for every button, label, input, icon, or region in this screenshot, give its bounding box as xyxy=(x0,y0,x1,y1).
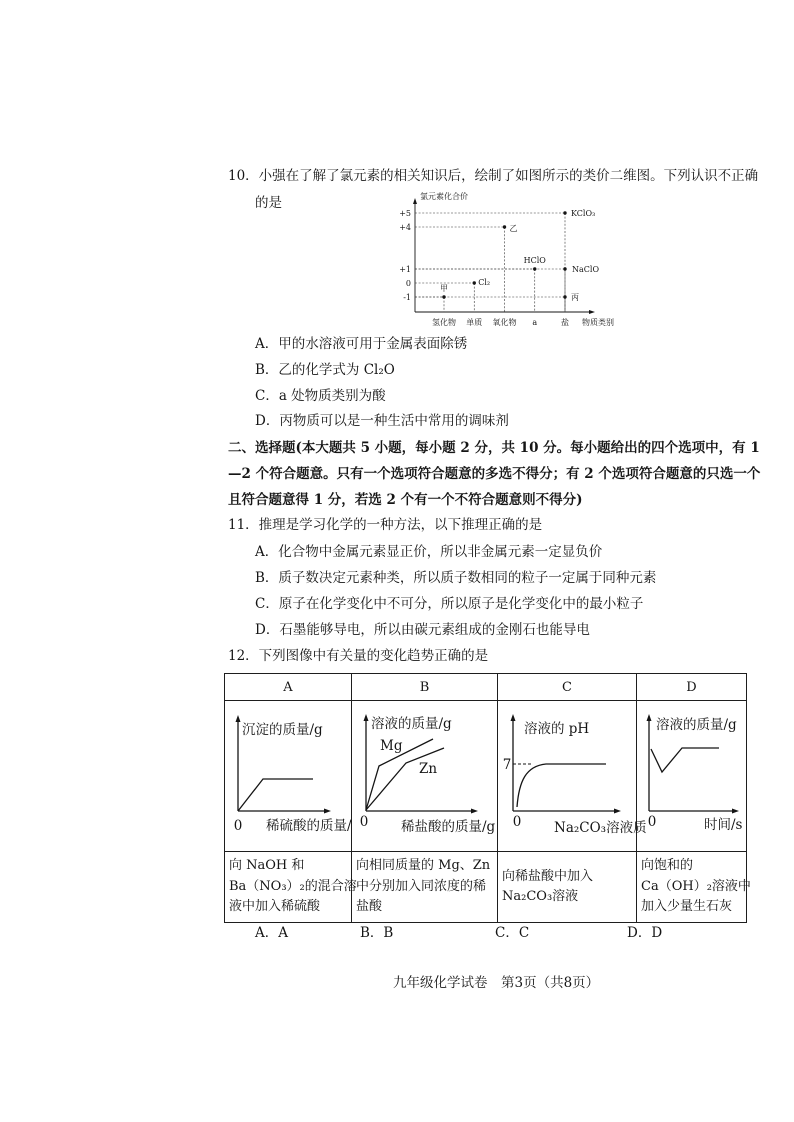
x-axis-arrow xyxy=(471,809,478,814)
trend-curve xyxy=(238,779,313,811)
graph-cell-d xyxy=(637,701,747,852)
question12-option-c: C．C xyxy=(495,925,530,941)
category-label: a xyxy=(532,318,538,327)
description-cell-d xyxy=(637,852,751,923)
graph-cell-b xyxy=(352,701,498,852)
y-tick-label: -1 xyxy=(403,293,411,302)
question12-option-b: B．B xyxy=(360,925,394,941)
x-axis-arrow xyxy=(324,809,331,814)
graph-b xyxy=(352,701,497,851)
y-axis-label: 溶液的 pH xyxy=(524,721,590,737)
y-axis-arrow xyxy=(364,714,369,721)
description-line: 中分别加入同浓度的稀 xyxy=(356,878,487,894)
graph-d xyxy=(637,701,746,851)
data-point xyxy=(442,295,445,298)
y-axis-label: 溶液的质量/g xyxy=(656,717,737,733)
origin-label: 0 xyxy=(233,818,243,834)
data-point xyxy=(563,211,566,214)
series-label-zn: Zn xyxy=(419,761,438,777)
question11-option-c: C．原子在化学变化中不可分，所以原子是化学变化中的最小粒子 xyxy=(255,596,644,612)
x-axis-label: 稀盐酸的质量/g xyxy=(401,819,496,835)
origin-label: 0 xyxy=(647,814,657,830)
description-line: 向 NaOH 和 xyxy=(229,858,305,874)
data-point xyxy=(473,281,476,284)
question10-option-c: C．a 处物质类别为酸 xyxy=(255,388,386,404)
y-axis-label: 溶液的质量/g xyxy=(371,716,452,732)
question10-option-d: D．丙物质可以是一种生活中常用的调味剂 xyxy=(255,413,509,429)
question10-stem-line1: 10．小强在了解了氯元素的相关知识后，绘制了如图所示的类价二维图。下列认识不正确 xyxy=(228,168,759,184)
description-line: Ca（OH）₂溶液中 xyxy=(641,878,751,894)
point-label: 甲 xyxy=(440,284,448,293)
point-label: Cl₂ xyxy=(478,278,491,287)
description-line: 向稀盐酸中加入 xyxy=(502,868,594,884)
ph-7-label: 7 xyxy=(502,757,512,773)
page-footer: 九年级化学试卷 第3页（共8页） xyxy=(393,975,600,991)
y-tick-label: +1 xyxy=(399,265,411,274)
description-line: 向相同质量的 Mg、Zn xyxy=(356,858,491,874)
question10-option-b: B．乙的化学式为 Cl₂O xyxy=(255,362,395,378)
x-axis-arrow xyxy=(732,809,739,814)
table-header-d: D xyxy=(637,674,747,701)
trend-curve xyxy=(651,748,719,772)
y-axis-label: 沉淀的质量/g xyxy=(242,722,323,738)
point-label: NaClO xyxy=(572,265,600,274)
point-label: 丙 xyxy=(571,293,579,302)
data-point xyxy=(563,295,566,298)
x-axis-label: 物质类别 xyxy=(582,318,614,327)
x-axis-arrow xyxy=(589,310,595,314)
y-axis-arrow xyxy=(413,198,417,204)
description-line: Ba（NO₃）₂的混合溶 xyxy=(229,878,357,894)
graph-cell-c xyxy=(498,701,647,852)
graph-a xyxy=(225,701,351,851)
data-points xyxy=(440,209,599,302)
description-cell-a xyxy=(225,852,357,923)
x-axis-label: 时间/s xyxy=(704,817,743,833)
trend-curve-zn xyxy=(366,748,444,810)
question12-option-a: A．A xyxy=(255,925,288,941)
table-header-row xyxy=(225,674,747,701)
point-label: KClO₃ xyxy=(571,209,596,218)
table-header-c: C xyxy=(498,674,637,701)
description-line: 液中加入稀硫酸 xyxy=(229,899,321,915)
section2-heading-line1: 二、选择题(本大题共 5 小题，每小题 2 分，共 10 分。每小题给出的四个选项中，有 1 xyxy=(228,440,760,456)
origin-label: 0 xyxy=(359,814,369,830)
table-description-row xyxy=(225,852,747,923)
question11-option-b: B．质子数决定元素种类，所以质子数相同的粒子一定属于同种元素 xyxy=(255,570,657,586)
description-line: 向饱和的 xyxy=(641,858,694,874)
category-label: 氢化物 xyxy=(432,318,456,327)
x-axis-label: 稀硫酸的质量/ xyxy=(266,818,352,834)
category-label: 盐 xyxy=(561,318,569,327)
category-label: 单质 xyxy=(466,318,483,327)
y-axis-arrow xyxy=(236,715,241,722)
origin-label: 0 xyxy=(512,814,522,830)
question12-option-d: D．D xyxy=(627,925,663,941)
y-tick-label: 0 xyxy=(405,279,411,288)
valence-diagram xyxy=(395,185,625,333)
x-axis-label: Na₂CO₃溶液质 xyxy=(554,820,647,836)
y-tick-label: +5 xyxy=(399,209,411,218)
description-cell-c xyxy=(498,852,637,923)
y-tick-labels xyxy=(399,209,411,302)
y-axis-arrow xyxy=(511,714,516,721)
question12-table xyxy=(224,673,751,923)
description-cell-b xyxy=(352,852,498,923)
graph-cell-a xyxy=(225,701,352,852)
data-point xyxy=(533,267,536,270)
table-graph-row xyxy=(225,701,747,852)
y-tick-label: +4 xyxy=(399,223,411,232)
section2-heading-line3: 且符合题意得 1 分，若选 2 个有一个不符合题意则不得分) xyxy=(228,492,583,508)
category-label: 氧化物 xyxy=(492,318,517,327)
description-line: 盐酸 xyxy=(356,899,383,915)
description-line: 加入少量生石灰 xyxy=(641,899,733,915)
question11-option-a: A．化合物中金属元素显正价，所以非金属元素一定显负价 xyxy=(255,544,603,560)
question11-option-d: D．石墨能够导电，所以由碳元素组成的金刚石也能导电 xyxy=(255,622,590,638)
question10-option-a: A．甲的水溶液可用于金属表面除锈 xyxy=(255,336,468,352)
description-line: Na₂CO₃溶液 xyxy=(502,889,579,904)
category-labels xyxy=(432,317,569,327)
point-label: 乙 xyxy=(509,224,518,233)
question10-stem-line2: 的是 xyxy=(255,195,282,211)
series-label-mg: Mg xyxy=(380,738,403,754)
y-axis-arrow xyxy=(647,714,652,721)
y-axis-label: 氯元素化合价 xyxy=(420,192,468,201)
question11-stem: 11．推理是学习化学的一种方法，以下推理正确的是 xyxy=(228,517,543,533)
table-header-a: A xyxy=(225,674,352,701)
point-label: HClO xyxy=(523,256,546,265)
data-point xyxy=(563,267,566,270)
data-point xyxy=(503,225,506,228)
x-axis-arrow xyxy=(614,809,621,814)
graph-c xyxy=(498,701,647,851)
question12-stem: 12．下列图像中有关量的变化趋势正确的是 xyxy=(228,648,489,664)
section2-heading-line2: —2 个符合题意。只有一个选项符合题意的多选不得分；有 2 个选项符合题意的只选一个 xyxy=(228,466,761,482)
table-header-b: B xyxy=(352,674,498,701)
trend-curve xyxy=(517,764,606,807)
